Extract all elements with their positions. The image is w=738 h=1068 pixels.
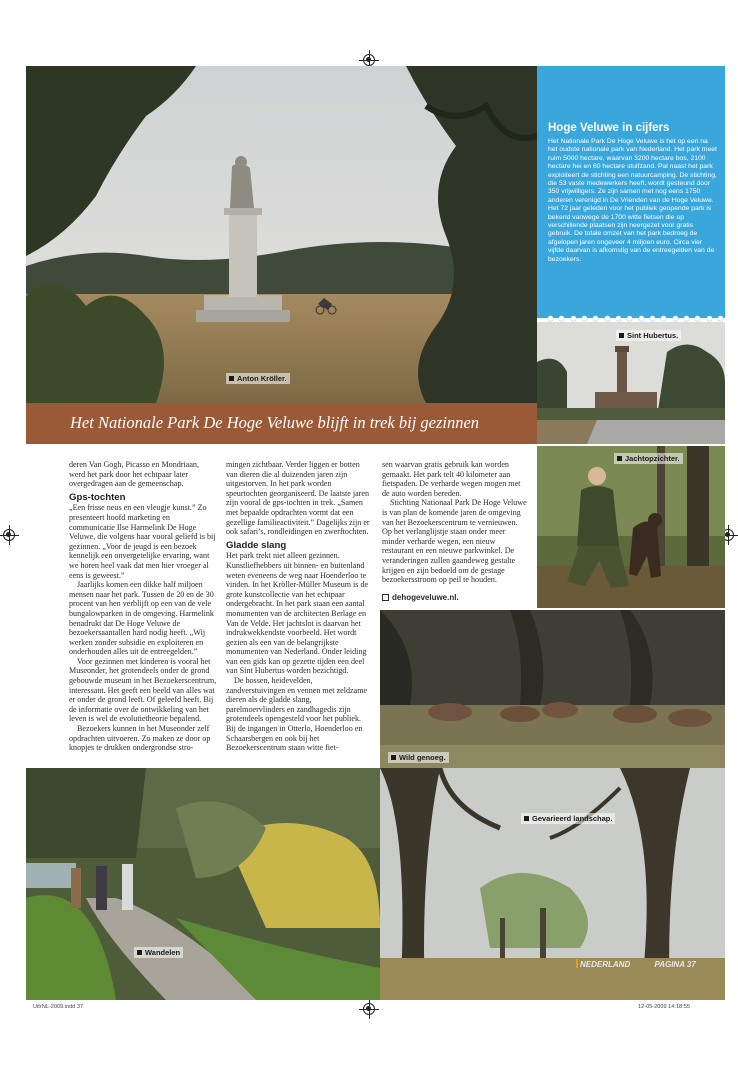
article-column-3: [382, 460, 528, 602]
infobox-paragraph: Het 72 jaar geleden voor het publiek geopende park is bekend vanwege de 1700 witte fietsen die op verschillende plaatsen zijn neergezet voor gratis gebruik. De totale omzet van het park bedroeg de afgelopen jaren ongeveer 4 miljoen euro. Circa vier vijfde daarvan is afkomstig van de entreegelden van de bezoekers.: [548, 205, 715, 263]
footer-file: UitrNL-2009.indd 37: [33, 1004, 84, 1010]
infobox-title: Hoge Veluwe in cijfers: [548, 122, 670, 134]
registration-mark-bottom: [363, 1003, 375, 1015]
website-link[interactable]: [382, 593, 528, 603]
column-3-paragraph: sen waarvan gratis gebruik kan worden gemaakt. Het park telt 40 kilometer aan fietspaden. De verharde wegen mogen met de auto worden bereden.: [382, 460, 521, 498]
column-2-paragraph: Het park trekt niet alleen gezinnen. Kunstliefhebbers uit binnen- en buitenland weten eveneens de weg naar Hoenderloo te vinden. In het Kröller-Müller Museum is de grote kunstcollectie van het echtpaar ondergebracht. In het park staan een aantal monumenten van de architecten Berlage en Van de Velde. Het jachtslot is daarvan het indrukwekkendste voorbeeld. Het wordt gezien als een van de belangrijkste monumenten van Nederland. Onder leiding van een gids kan op gezette tijden een deel van Sint Hubertus worden bezichtigd.: [226, 551, 369, 676]
column-1-paragraph: Voor gezinnen met kinderen is vooral het Museonder, het grotendeels onder de grond gebouwde museum in het Bezoekerscentrum, interessant. Het geeft een beeld van alles wat er onder de grond leeft. Of geleefd heeft. Bij de informatie over de ontwikkeling van het leven is wel de evolutietheorie bepalend.: [69, 656, 217, 724]
column-2-paragraph: De bossen, heidevelden, zandverstuivingen en vennen met zeldzame dieren als de gladde slang, parelmoervlinders en zandhagedis zijn grotendeels opengesteld voor het publiek. Bij de ingangen in Otterlo, Hoenderloo en Schaarsbergen en ook bij het Bezoekerscentrum staan witte fiet-: [226, 676, 368, 753]
footer-timestamp: 12-05-2009 14:18:55: [638, 1004, 690, 1010]
infobox-body: [548, 138, 718, 264]
link-arrow-icon: [382, 594, 389, 601]
subheading-gps-tochten: Gps-tochten: [69, 491, 126, 503]
deer-photo: [380, 610, 725, 768]
infobox-paragraph: Het Nationale Park De Hoge Veluwe is het op een na het oudste nationale park van Nederland. Het park meet ruim 5000 hectare, waarvan 3200 hectare bos, 2100 hectare hei en 60 hectare stuifzand. Pal naast het park exploiteert de stichting een natuurcamping. De stichting, die 53 vaste medewerkers heeft, wordt gesteund door 350 vrijwilligers. Ze zijn samen met nog eens 1750 anderen verenigd in De Vrienden van de Hoge Veluwe.: [548, 138, 717, 204]
section-name: NEDERLAND: [580, 960, 631, 969]
walking-photo: [26, 768, 380, 1000]
registration-mark-left: [3, 529, 15, 541]
column-1-paragraph: „Een frisse neus en een vleugje kunst.” Zo presenteert hoofd marketing en communicatie Ilse Harmelink De Hoge Veluwe, die volgens haar vooral geliefd is bij gezinnen. „Voor de jeugd is een bezoek kennelijk een onvergetelijke ervaring, want we horen heel vaak dat men hier vroeger al eens is geweest.”: [69, 503, 216, 580]
headline: Het Nationale Park De Hoge Veluwe blijft in trek bij gezinnen: [70, 413, 480, 432]
hunter-photo: [537, 446, 725, 608]
page-number: PAGINA 37: [654, 960, 696, 969]
caption-hunter: Jachtopzichter.: [614, 453, 683, 464]
caption-statue: Anton Kröller.: [226, 373, 290, 384]
registration-mark-top: [363, 54, 375, 66]
column-1-paragraph: Jaarlijks komen een dikke half miljoen mensen naar het park. Tussen de 20 en de 30 procent van hen verblijft op een van de vele bungalowparken in de omgeving. Harmelink benadrukt dat De Hoge Veluwe de bezoekersaantallen hard nodig heeft. „Wij werken zonder subsidie en exploiteren en onderhouden alles uit de entreegelden.”: [69, 580, 214, 657]
page-label: [576, 959, 696, 969]
column-1-paragraph: Bezoekers kunnen in het Museonder zelf opdrachten uitvoeren. Zo maken ze door op knopjes te drukken ondergrondse stro-: [69, 724, 211, 753]
column-2-intro: mingen zichtbaar. Verder liggen er botten van dieren die al duizenden jaren zijn uitgestorven. In het park worden speurtochten georganiseerd. De laatste jaren zijn vooral de gps-tochten in trek. „Samen met bepaalde opdrachten vormt dat een gezellige familieactiviteit.” Dagelijks zijn er ook safari’s, rondleidingen en zwerftochten.: [226, 460, 370, 537]
statue-photo: [26, 66, 537, 403]
article-column-2: [226, 460, 372, 753]
caption-hubertus: Sint Hubertus.: [616, 330, 681, 341]
caption-deer: Wild genoeg.: [388, 752, 449, 763]
subheading-gladde-slang: Gladde slang: [226, 539, 287, 551]
caption-walking: Wandelen: [134, 947, 183, 958]
column-1-intro: deren Van Gogh, Picasso en Mondriaan, werd het park door het echtpaar later overgedragen aan de gemeenschap.: [69, 460, 199, 489]
caption-forest: Gevarieerd landschap.: [521, 813, 615, 824]
walking-photo-image: [26, 768, 380, 1000]
headline-banner: [26, 403, 537, 444]
deer-photo-image: [380, 610, 725, 768]
hunter-photo-image: [537, 446, 725, 608]
article-column-1: [69, 460, 217, 753]
website-link-text: dehogeveluwe.nl.: [392, 592, 459, 602]
section-accent-bar: [576, 959, 578, 968]
statue-photo-image: [26, 66, 537, 403]
column-3-paragraph: Stichting Nationaal Park De Hoge Veluwe is van plan de komende jaren de omgeving van het Bezoekerscentrum te vernieuwen. Op het verlanglijstje staan onder meer minder verharde wegen, een nieuw restaurant en een nieuwe parkwinkel. De veranderingen zullen gaandeweg gestalte krijgen en zijn bedoeld om de gestage bezoekersstroom op peil te houden.: [382, 498, 527, 585]
infobox: [537, 66, 725, 318]
